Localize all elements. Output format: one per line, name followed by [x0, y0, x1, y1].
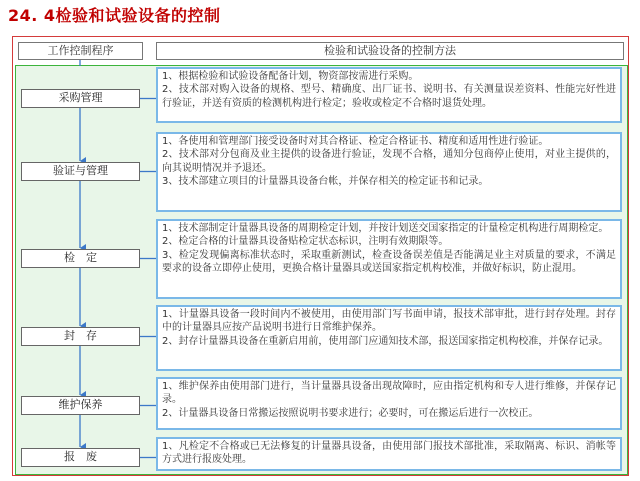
method-line: 3、检定发现偏离标准状态时，采取重新测试，检查设备误差值是否能满足业主对质量的要求，不满足要求的设备立即停止使用，更换合格计量器具或送国家指定机构校准，并做好标识，防止混用。: [162, 249, 616, 275]
header-method: 检验和试验设备的控制方法: [156, 42, 624, 60]
method-line: 1、维护保养由使用部门进行，当计量器具设备出现故障时，应由指定机构和专人进行维修，并保存记录。: [162, 381, 616, 406]
method-line: 2、技术部对分包商及业主提供的设备进行验证，发现不合格，通知分包商停止使用，对业主提供的，向其说明情况并予退还。: [162, 149, 616, 174]
header-procedure: 工作控制程序: [18, 42, 143, 60]
method-line: 3、技术部建立项目的计量器具设备台帐，并保存相关的检定证书和记录。: [162, 176, 489, 188]
method-box-scrapping: [156, 437, 622, 471]
method-box-maintenance: [156, 377, 622, 430]
method-box-calibration: [156, 219, 622, 299]
method-line: 1、技术部制定计量器具设备的周期检定计划，并按计划送交国家指定的计量检定机构进行周期检定。: [162, 223, 609, 234]
method-line: 1、计量器具设备一段时间内不被使用，由使用部门写书面申请，报技术部审批，进行封存处理。封存中的计量器具应按产品说明书进行日常维护保养。: [162, 309, 616, 334]
step-sealing: 封 存: [21, 327, 140, 346]
method-box-verification: [156, 132, 622, 212]
method-box-procurement: [156, 67, 622, 123]
page-title: 24. 4检验和试验设备的控制: [8, 6, 221, 25]
step-maintenance: 维护保养: [21, 396, 140, 415]
method-line: 2、计量器具设备日常搬运按照说明书要求进行；必要时，可在搬运后进行一次校正。: [162, 407, 539, 419]
step-scrapping: 报 废: [21, 448, 140, 467]
method-line: 1、凡检定不合格或已无法修复的计量器具设备，由使用部门报技术部批准，采取隔离、标识、消帐等方式进行报废处理。: [162, 441, 616, 466]
method-box-sealing: [156, 305, 622, 371]
method-line: 1、各使用和管理部门接受设备时对其合格证、检定合格证书、精度和适用性进行验证。: [162, 136, 549, 147]
step-verification: 验证与管理: [21, 162, 140, 181]
method-line: 2、封存计量器具设备在重新启用前，使用部门应通知技术部，报送国家指定机构校准，并保存记录。: [162, 335, 609, 347]
method-line: 2、检定合格的计量器具设备贴检定状态标识，注明有效期限等。: [162, 236, 449, 248]
step-calibration: 检 定: [21, 249, 140, 268]
method-line: 2、技术部对购入设备的规格、型号、精确度、出厂证书、说明书、有关测量误差资料、性能完好性进行验证，并送有资质的检测机构进行检定；验收或检定不合格时退货处理。: [162, 84, 616, 109]
method-line: 1、根据检验和试验设备配备计划，物资部按需进行采购。: [162, 71, 419, 82]
step-procurement: 采购管理: [21, 89, 140, 108]
